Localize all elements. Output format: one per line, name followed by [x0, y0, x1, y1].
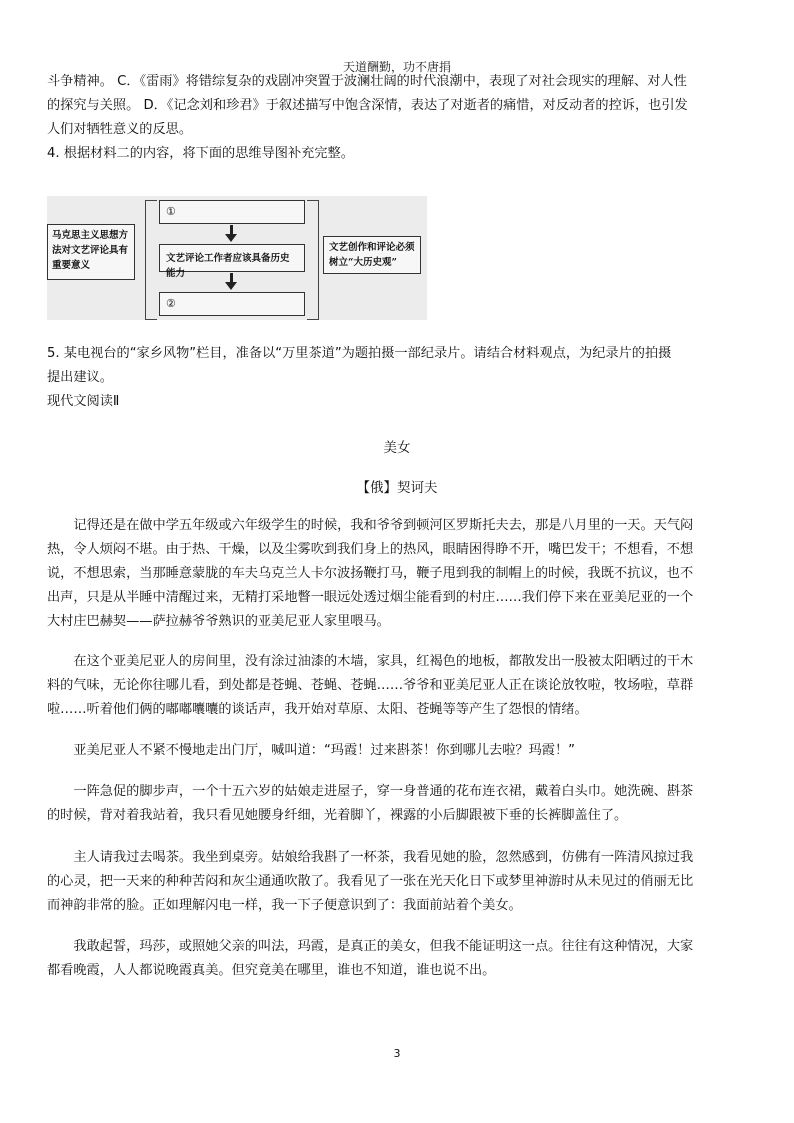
paragraph-line: 料的气味，无论你往哪儿看，到处都是苍蝇、苍蝇、苍蝇……爷爷和亚美尼亚人正在谈论放牧啦，牧场啦，草群	[47, 678, 694, 693]
section-label: 现代文阅读Ⅱ	[47, 394, 120, 409]
page-header: 天道酬勤，功不唐捐	[342, 60, 451, 74]
question-4: 4. 根据材料二的内容，将下面的思维导图补充完整。	[47, 146, 354, 161]
paragraph-line: 说，不想思索，当那睡意蒙胧的车夫乌克兰人卡尔波扬鞭打马，鞭子甩到我的制帽上的时候，我既不抗议，也不	[47, 566, 694, 581]
paragraph-line: 啦……听着他们俩的嘟嘟囔囔的谈话声，我开始对草原、太阳、苍蝇等等产生了怨恨的情绪。	[47, 702, 588, 717]
paragraph-line: 大村庄巴赫契——萨拉赫爷爷熟识的亚美尼亚人家里喂马。	[47, 614, 390, 629]
arrow-head-2	[225, 282, 237, 290]
intro-line-1: 斗争精神。 C．《雷雨》将错综复杂的戏剧冲突置于波澜壮阔的时代浪潮中，表现了对社会现实的理解、对人性	[47, 74, 687, 89]
paragraph-line: 的心灵，把一天来的种种苦闷和灰尘通通吹散了。我看见了一张在光天化日下或梦里神游时从未见过的俏丽无比	[47, 874, 694, 889]
intro-line-2: 的探究与关照。 D．《记念刘和珍君》于叙述描写中饱含深情，表达了对逝者的痛惜，对反动者的控诉，也引发	[47, 98, 688, 113]
arrow-head-1	[225, 234, 237, 242]
paragraph-line: 亚美尼亚人不紧不慢地走出门厅，喊叫道：“玛霞！过来斟茶！你到哪儿去啦？玛霞！”	[73, 743, 575, 758]
question-5-line-1: 5. 某电视台的“家乡风物”栏目，准备以“万里茶道”为题拍摄一部纪录片。请结合材料观点，为纪录片的拍摄	[47, 346, 672, 361]
intro-line-3: 人们对牺牲意义的反思。	[47, 122, 193, 137]
paragraph-line: 而神韵非常的脸。正如理解闪电一样，我一下子便意识到了：我面前站着个美女。	[47, 898, 522, 913]
story-author: 【俄】契诃夫	[356, 480, 438, 496]
mindmap-slot-2[interactable]: ②	[159, 292, 305, 316]
mindmap-right-box: 文艺创作和评论必须树立“大历史观”	[323, 236, 421, 274]
mindmap-middle-box: 文艺评论工作者应该具备历史能力	[159, 244, 305, 272]
story-title: 美女	[383, 440, 411, 456]
paragraph-line: 记得还是在做中学五年级或六年级学生的时候，我和爷爷到顿河区罗斯托夫去，那是八月里的一天。天气闷	[73, 518, 694, 533]
paragraph-line: 主人请我过去喝茶。我坐到桌旁。姑娘给我斟了一杯茶，我看见她的脸，忽然感到，仿佛有一阵清风掠过我	[73, 850, 694, 865]
mind-map	[47, 196, 427, 320]
paragraph-line: 一阵急促的脚步声，一个十五六岁的姑娘走进屋子，穿一身普通的花布连衣裙，戴着白头巾。她洗碗、斟茶	[73, 784, 694, 799]
left-bracket	[145, 200, 157, 320]
paragraph-line: 热，令人烦闷不堪。由于热、干燥，以及尘雾吹到我们身上的热风，眼睛困得睁不开，嘴巴发干；不想看，不想	[47, 542, 694, 557]
paragraph-line: 都看晚霞，人人都说晚霞真美。但究竟美在哪里，谁也不知道，谁也说不出。	[47, 963, 496, 978]
paragraph-line: 的时候，背对着我站着，我只看见她腰身纤细，光着脚丫，裸露的小后脚跟被下垂的长裤脚盖住了。	[47, 808, 628, 823]
question-5-line-2: 提出建议。	[47, 370, 113, 385]
right-bracket	[307, 200, 319, 320]
mindmap-slot-1[interactable]: ①	[159, 200, 305, 224]
page-number: 3	[393, 1047, 401, 1060]
paragraph-line: 在这个亚美尼亚人的房间里，没有涂过油漆的木墙，家具，红褐色的地板，都散发出一股被太阳晒过的干木	[73, 654, 694, 669]
paragraph-line: 出声，只是从半睡中清醒过来，无精打采地瞥一眼远处透过烟尘能看到的村庄……我们停下来在亚美尼亚的一个	[47, 590, 694, 605]
paragraph-line: 我敢起誓，玛莎，或照她父亲的叫法，玛霞，是真正的美女，但我不能证明这一点。往往有这种情况，大家	[73, 939, 694, 954]
mindmap-left-box: 马克思主义思想方法对文艺评论具有重要意义	[47, 224, 135, 280]
